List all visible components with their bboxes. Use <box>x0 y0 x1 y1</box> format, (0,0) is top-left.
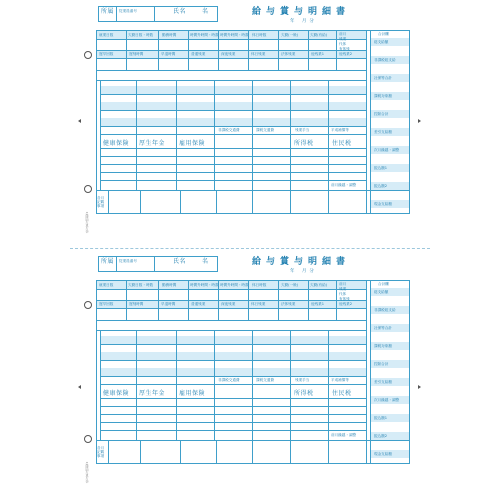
earning-label: 非課税交通費 <box>218 378 240 382</box>
deduction-label: 厚生年金 <box>139 390 166 397</box>
att-label: 他残業1 <box>311 52 325 56</box>
punch-hole <box>84 185 92 193</box>
earning-label: 残業手当 <box>295 128 310 132</box>
summary-label: 次月繰越・調整 <box>374 148 400 152</box>
summary-label: 振込額2 <box>374 434 388 438</box>
fold-arrow-icon <box>418 119 421 123</box>
att-label: 休日時数 <box>252 283 267 287</box>
att-label: 他残業2 <box>339 302 353 306</box>
att-label: 早退時間 <box>161 52 176 56</box>
remarks-label: 各月記載事項 <box>97 196 105 208</box>
summary-label: 控除合計 <box>374 362 389 366</box>
punch-hole <box>84 435 92 443</box>
att-label: 就業日数 <box>99 283 114 287</box>
summary-label: 総支給額 <box>374 40 389 44</box>
att-label: 深夜残業 <box>221 302 236 306</box>
earning-label: 残業手当 <box>295 378 310 382</box>
summary-label: 課税対象額 <box>374 94 392 98</box>
att-small-label: 代休 <box>339 292 347 296</box>
summary-label: 控除合計 <box>374 112 389 116</box>
att-label: 時間外時間・時数 <box>220 283 249 287</box>
summary-label: 振込額1 <box>374 416 388 420</box>
att-label: 遅刻時間 <box>129 302 144 306</box>
deduction-label: 住民税 <box>332 140 352 147</box>
earning-label: 平成補償等 <box>331 128 349 132</box>
year-month-label: 年 月分 <box>290 269 317 274</box>
att-small-label: 代休 <box>339 42 347 46</box>
att-small-label: 有休残 <box>339 297 350 301</box>
deduction-label: 厚生年金 <box>139 140 166 147</box>
earning-label: 平成補償等 <box>331 378 349 382</box>
earning-label: 課税交通費 <box>256 378 274 382</box>
att-label: 他残業1 <box>311 302 325 306</box>
att-small-label: 残業 <box>339 287 347 291</box>
form-title: 給与賞与明細書 <box>252 7 351 17</box>
deduction-label: 健康保険 <box>103 390 130 397</box>
att-label: 早退時間 <box>161 302 176 306</box>
att-label: 遅早回数 <box>99 52 114 56</box>
deduction-label: 所得税 <box>294 140 314 147</box>
att-label: 勤務時間 <box>162 33 177 37</box>
punch-hole <box>84 51 92 59</box>
att-label: 休日残業 <box>251 302 266 306</box>
att-label: 休日残業 <box>251 52 266 56</box>
att-label: 法休残業 <box>281 302 296 306</box>
honorific-label: 名 <box>202 258 209 265</box>
honorific-label: 名 <box>202 8 209 15</box>
att-label: 時間外時間・時数 <box>190 33 219 37</box>
att-small-label: 残業 <box>339 37 347 41</box>
summary-label: 現金支給額 <box>374 202 392 206</box>
summary-label: 次月繰越・調整 <box>374 398 400 402</box>
year-month-label: 年 月分 <box>290 19 317 24</box>
att-label: 欠勤日数・時数 <box>128 283 154 287</box>
form-code: 給与賞与明細書 <box>85 462 89 483</box>
adjust-label: 前月繰越・調整 <box>331 433 357 437</box>
att-small-label: 有休残 <box>339 47 350 51</box>
employee-no-label: 従業員番号 <box>119 9 137 13</box>
deduction-label: 住民税 <box>332 390 352 397</box>
summary-label: 非課税総支給 <box>374 58 396 62</box>
summary-label: 振込額2 <box>374 184 388 188</box>
employee-no-label: 従業員番号 <box>119 259 137 263</box>
att-label: 勤務時間 <box>162 283 177 287</box>
att-label: 時間外時間・時数 <box>220 33 249 37</box>
att-label: 普通残業 <box>191 302 206 306</box>
att-small-label: 前月 <box>339 282 347 286</box>
att-label: 普通残業 <box>191 52 206 56</box>
summary-label: 社保等合計 <box>374 326 392 330</box>
att-label: 遅早回数 <box>99 302 114 306</box>
summary-label: 課税対象額 <box>374 344 392 348</box>
summary-label: 振込額1 <box>374 166 388 170</box>
summary-label: 現金支給額 <box>374 452 392 456</box>
deduction-label: 所得税 <box>294 390 314 397</box>
deduction-label: 健康保険 <box>103 140 130 147</box>
summary-header: 合計欄 <box>378 32 389 36</box>
att-label: 遅刻時間 <box>129 52 144 56</box>
name-label: 氏名 <box>173 8 187 15</box>
summary-label: 差引支給額 <box>374 380 392 384</box>
affiliation-label: 所属 <box>101 8 115 15</box>
form-code: 給与賞与明細書 <box>85 212 89 233</box>
payslip-form-bottom <box>0 250 500 500</box>
punch-hole <box>84 301 92 309</box>
att-label: 他残業2 <box>339 52 353 56</box>
att-label: 欠勤日数・時数 <box>128 33 154 37</box>
fold-arrow-icon <box>418 385 421 389</box>
summary-header: 合計欄 <box>378 282 389 286</box>
fold-arrow-icon <box>78 385 81 389</box>
summary-label: 社保等合計 <box>374 76 392 80</box>
summary-label: 非課税総支給 <box>374 308 396 312</box>
att-label: 法休残業 <box>281 52 296 56</box>
fold-arrow-icon <box>78 119 81 123</box>
att-label: 就業日数 <box>99 33 114 37</box>
summary-label: 総支給額 <box>374 290 389 294</box>
affiliation-label: 所属 <box>101 258 115 265</box>
earning-label: 課税交通費 <box>256 128 274 132</box>
deduction-label: 雇用保険 <box>179 140 206 147</box>
form-title: 給与賞与明細書 <box>252 257 351 267</box>
summary-label: 差引支給額 <box>374 130 392 134</box>
name-label: 氏名 <box>173 258 187 265</box>
deduction-label: 雇用保険 <box>179 390 206 397</box>
att-label: 欠勤(有給) <box>310 283 328 287</box>
att-label: 深夜残業 <box>221 52 236 56</box>
att-label: 時間外時間・時数 <box>190 283 219 287</box>
att-label: 欠勤(一般) <box>281 33 299 37</box>
remarks-label: 各月記載事項 <box>97 446 105 458</box>
att-label: 欠勤(一般) <box>281 283 299 287</box>
att-label: 欠勤(有給) <box>310 33 328 37</box>
earning-label: 非課税交通費 <box>218 128 240 132</box>
att-small-label: 前月 <box>339 32 347 36</box>
att-label: 休日時数 <box>252 33 267 37</box>
adjust-label: 前月繰越・調整 <box>331 183 357 187</box>
